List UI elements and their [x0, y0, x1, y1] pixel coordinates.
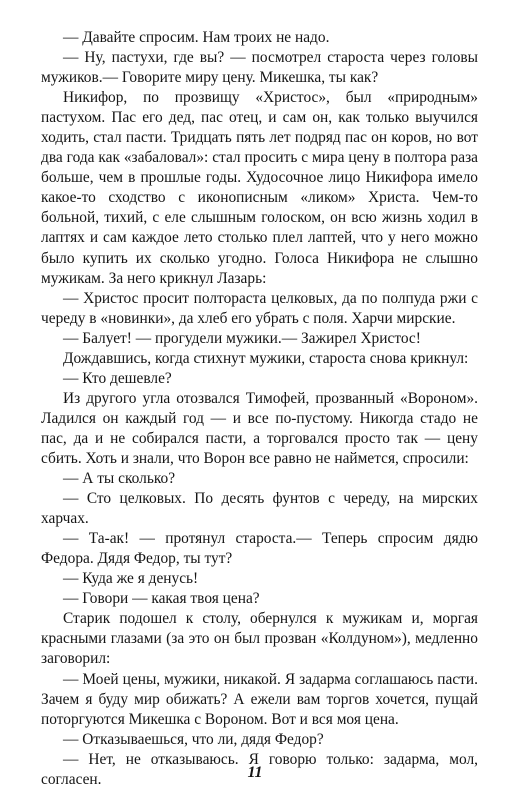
paragraph: — Давайте спросим. Нам троих не надо.	[63, 29, 330, 46]
paragraph: — Моей цены, мужики, никакой. Я задарма соглашаюсь пасти. Зачем я буду мир обижать? А ежели вам торгов хочется, пущай поторгуются Микешка с Вороном. Вот и вся моя цена.	[41, 670, 478, 728]
page-number: 11	[247, 764, 263, 781]
paragraph: Никифор, по прозвищу «Христос», был «природным» пастухом. Пас его дед, пас отец, и сам он, как только выучился ходить, стал пасти. Тридцать пять лет подряд пас он коров, но вот два года как «забаловал»: стал просить с мира цену в полтора раза больше, чем в прошлые годы. Худосочное лицо Никифора имело какое-то сходство с иконописным «ликом» Христа. Чем-то больной, тихий, с еле слышным голоском, он всю жизнь ходил в лаптях и сам каждое лето столько плел лаптей, что у него можно было купить их сколько угодно. Голоса Никифора не слышно мужикам. За него крикнул Лазарь:	[41, 89, 478, 287]
page-body	[41, 28, 478, 790]
paragraph: — Ну, пастухи, где вы? — посмотрел староста через головы мужиков.— Говорите миру цену. Микешка, ты как?	[41, 49, 478, 87]
paragraph: — Та-ак! — протянул староста.— Теперь спросим дядю Федора. Дядя Федор, ты тут?	[41, 530, 478, 568]
paragraph: — Нет, не отказываюсь. Я говорю только: задарма, мол, согласен.	[41, 750, 478, 788]
paragraph: Старик подошел к столу, обернулся к мужикам и, моргая красными глазами (за это он был прозван «Колдуном»), медленно заговорил:	[41, 610, 478, 668]
paragraph: Дождавшись, когда стихнут мужики, староста снова крикнул:	[63, 349, 469, 367]
paragraph: — Отказываешься, что ли, дядя Федор?	[63, 730, 324, 748]
paragraph: — Кто дешевле?	[63, 369, 172, 387]
paragraph: Из другого угла отозвался Тимофей, прозванный «Вороном». Ладился он каждый год — и все по-пустому. Никогда стадо не пас, да и не собирался пасти, а торговался просто так — цену сбить. Хоть и знали, что Ворон все равно не наймется, спросили:	[41, 389, 478, 467]
paragraph: — Сто целковых. По десять фунтов с череду, на мирских харчах.	[41, 490, 478, 528]
paragraph: — Говори — какая твоя цена?	[63, 590, 260, 608]
paragraph: — Христос просит полтораста целковых, да по полпуда ржи с череду в «новинки», да хлеб его убрать с поля. Харчи мирские.	[41, 289, 478, 327]
paragraph: — Балует! — прогудели мужики.— Зажирел Христос!	[63, 329, 421, 347]
paragraph: — А ты сколько?	[63, 470, 176, 488]
paragraph: — Куда же я денусь!	[63, 570, 199, 588]
